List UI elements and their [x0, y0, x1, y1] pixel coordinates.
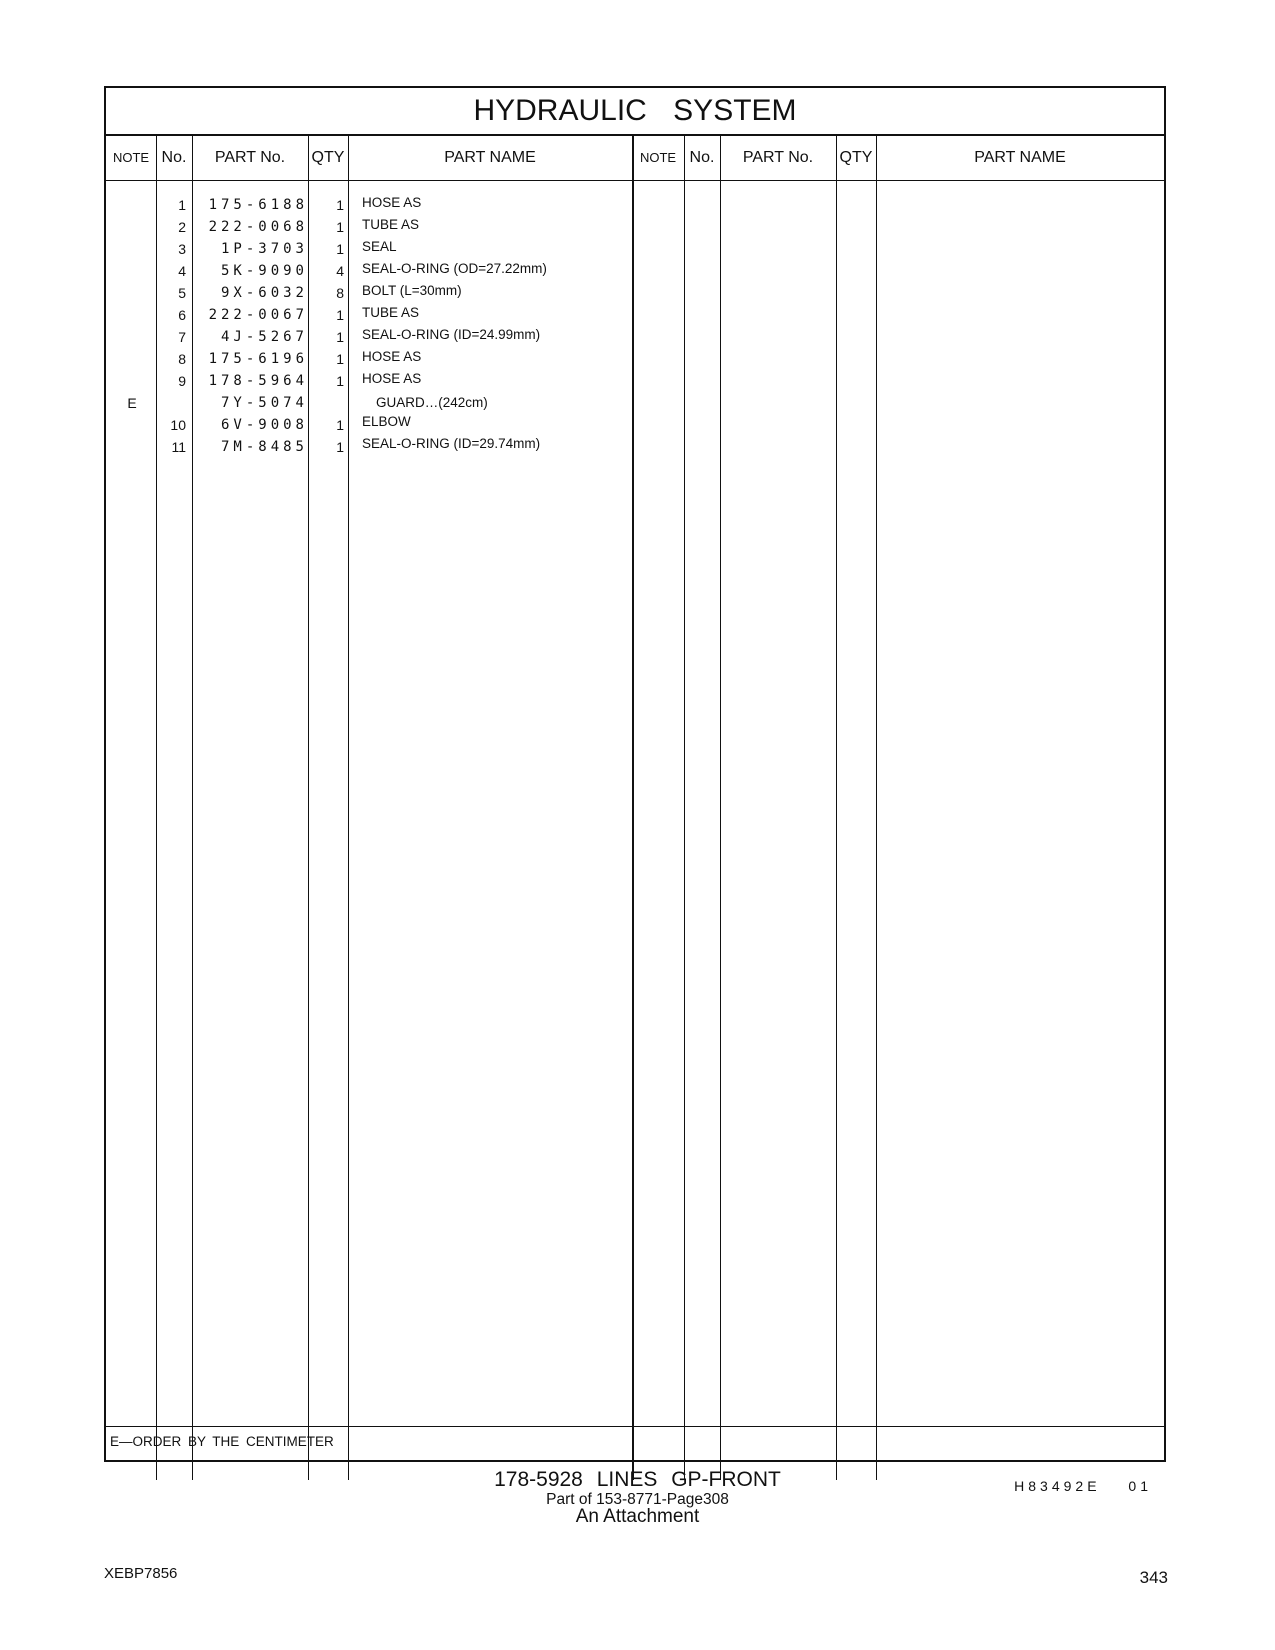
column-divider	[876, 134, 877, 1480]
item-number: 4	[178, 263, 186, 279]
part-name: TUBE AS	[362, 217, 420, 232]
drawing-code: H83492E 01	[1014, 1478, 1152, 1494]
item-number: 11	[171, 439, 186, 455]
part-name: TUBE AS	[362, 305, 420, 320]
header-part-no-right: PART No.	[742, 149, 814, 166]
part-number: 7Y-5074	[220, 395, 308, 411]
header-part-name-left: PART NAME	[444, 149, 536, 166]
header-part-name-right: PART NAME	[974, 149, 1066, 166]
part-number: 178-5964	[208, 373, 308, 389]
page-number: 343	[1139, 1568, 1168, 1587]
part-name: ELBOW	[362, 414, 411, 429]
item-number: 7	[178, 329, 186, 345]
item-number: 6	[178, 307, 186, 323]
column-divider	[192, 134, 193, 1480]
quantity: 1	[336, 329, 344, 345]
header-part-no-left: PART No.	[214, 149, 286, 166]
attachment-label: An Attachment	[575, 1506, 700, 1527]
item-number: 8	[178, 351, 186, 367]
part-name: HOSE AS	[362, 371, 422, 386]
part-name: HOSE AS	[362, 349, 422, 364]
part-name: GUARD…(242cm)	[376, 395, 488, 410]
part-number: 222-0068	[208, 219, 308, 235]
part-name: SEAL	[362, 239, 397, 254]
header-no-left: No.	[161, 149, 187, 166]
quantity: 1	[336, 417, 344, 433]
quantity: 1	[336, 219, 344, 235]
part-name: HOSE AS	[362, 195, 422, 210]
item-number: 10	[170, 417, 186, 433]
assembly-title: 178-5928 LINES GP-FRONT	[494, 1468, 781, 1491]
part-number: 6V-9008	[220, 417, 308, 433]
part-name: SEAL-O-RING (OD=27.22mm)	[362, 261, 547, 276]
quantity: 8	[336, 285, 344, 301]
quantity: 1	[336, 307, 344, 323]
section-title: HYDRAULIC SYSTEM	[106, 88, 1164, 136]
part-number: 4J-5267	[220, 329, 308, 345]
quantity: 1	[336, 241, 344, 257]
column-divider	[156, 134, 157, 1480]
column-divider	[720, 134, 721, 1480]
header-qty-right: QTY	[839, 149, 873, 166]
column-divider	[348, 134, 349, 1480]
quantity: 1	[336, 197, 344, 213]
footnote: E—ORDER BY THE CENTIMETER	[110, 1434, 334, 1449]
part-number: 7M-8485	[220, 439, 308, 455]
part-name: SEAL-O-RING (ID=24.99mm)	[362, 327, 541, 342]
item-number: 5	[178, 285, 186, 301]
column-divider	[684, 134, 685, 1480]
part-of-reference: Part of 153-8771-Page308	[546, 1491, 729, 1508]
item-number: 1	[178, 197, 186, 213]
document-reference: XEBP7856	[104, 1565, 178, 1582]
quantity: 1	[336, 351, 344, 367]
item-number: 9	[178, 373, 186, 389]
header-note-right: NOTE	[639, 150, 677, 165]
item-number: 3	[178, 241, 186, 257]
part-number: 9X-6032	[220, 285, 308, 301]
header-note-left: NOTE	[112, 150, 150, 165]
part-number: 175-6188	[208, 197, 308, 213]
header-no-right: No.	[689, 149, 715, 166]
footer-divider	[106, 1426, 1164, 1427]
note-code: E	[127, 395, 137, 411]
part-number: 5K-9090	[220, 263, 308, 279]
quantity: 1	[336, 439, 344, 455]
part-number: 1P-3703	[220, 241, 308, 257]
column-divider	[836, 134, 837, 1480]
header-qty-left: QTY	[311, 149, 345, 166]
header-divider	[106, 180, 1164, 181]
part-number: 175-6196	[208, 351, 308, 367]
part-name: SEAL-O-RING (ID=29.74mm)	[362, 436, 541, 451]
part-number: 222-0067	[208, 307, 308, 323]
quantity: 1	[336, 373, 344, 389]
part-name: BOLT (L=30mm)	[362, 283, 462, 298]
quantity: 4	[336, 263, 344, 279]
center-divider	[632, 134, 634, 1480]
item-number: 2	[178, 219, 186, 235]
column-divider	[308, 134, 309, 1480]
